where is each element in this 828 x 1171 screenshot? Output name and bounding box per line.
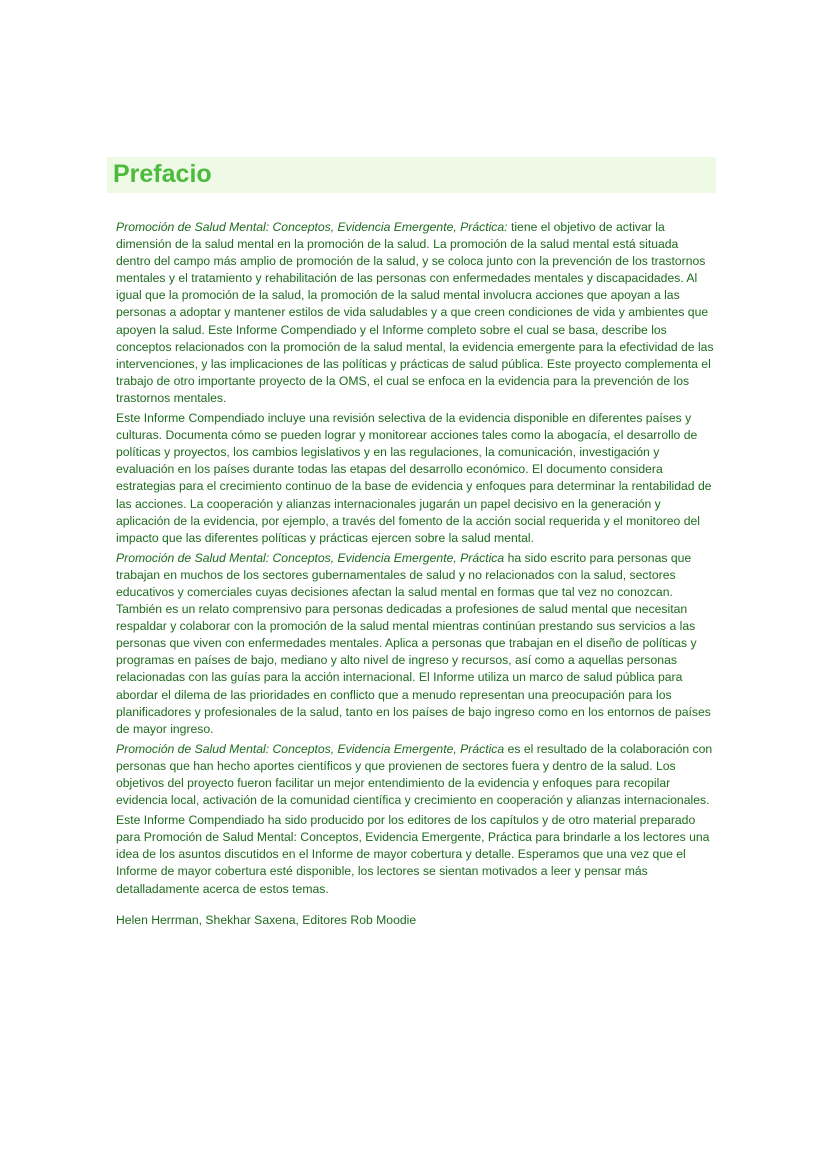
title-band bbox=[107, 157, 716, 193]
paragraph-2 bbox=[116, 410, 716, 547]
paragraph-2-text: Este Informe Compendiado incluye una revisión selectiva de la evidencia disponible en diferentes países y culturas. Documenta cómo se pueden lograr y monitorear acciones tales como la abogacía, el desarrollo de políticas y proyectos, los cambios legislativos y en las regulaciones, la comunicación, investigación y evaluación en los países durante todas las etapas del desarrollo económico. El documento considera estrategias para el crecimiento continuo de la base de evidencia y enfoques para determinar la rentabilidad de las acciones. La cooperación y alianzas internacionales jugarán un papel decisivo en la generación y aplicación de la evidencia, por ejemplo, a través del fomento de la acción social requerida y el monitoreo del impacto que las diferentes políticas y prácticas ejercen sobre la salud mental. bbox=[116, 411, 712, 545]
paragraph-3-italic: Promoción de Salud Mental: Conceptos, Evidencia Emergente, Práctica bbox=[116, 550, 505, 565]
paragraph-4 bbox=[116, 741, 716, 809]
signature: Helen Herrman, Shekhar Saxena, Editores Rob Moodie bbox=[116, 912, 417, 927]
paragraph-5-text: Este Informe Compendiado ha sido producido por los editores de los capítulos y de otro material preparado para Promoción de Salud Mental: Conceptos, Evidencia Emergente, Práctica para brindarle a los lectores una idea de los asuntos discutidos en el Informe de mayor cobertura y detalle. Esperamos que una vez que el Informe de mayor cobertura esté disponible, los lectores se sientan motivados a leer y pensar más detalladamente acerca de estos temas. bbox=[116, 813, 710, 896]
page-title: Prefacio bbox=[113, 160, 212, 188]
body-text bbox=[116, 219, 716, 932]
paragraph-4-italic: Promoción de Salud Mental: Conceptos, Evidencia Emergente, Práctica bbox=[116, 741, 505, 756]
paragraph-1 bbox=[116, 219, 716, 407]
paragraph-4-text: es el resultado de la colaboración con personas que han hecho aportes científicos y que provienen de sectores fuera y dentro de la salud. Los objetivos del proyecto fueron facilitar un mejor entendimiento de la evidencia y enfoques para recopilar evidencia local, activación de la comunidad científica y crecimiento en cooperación y alianzas internacionales. bbox=[116, 741, 713, 808]
paragraph-1-italic: Promoción de Salud Mental: Conceptos, Evidencia Emergente, Práctica: bbox=[116, 220, 508, 234]
paragraph-5 bbox=[116, 812, 716, 897]
paragraph-1-text: tiene el objetivo de activar la dimensión de la salud mental en la promoción de la salud. La promoción de la salud mental está situada dentro del campo más amplio de promoción de la salud, y se coloca junto con la prevención de los trastornos mentales y el tratamiento y rehabilitación de las personas con enfermedades mentales y discapacidades. Al igual que la promoción de la salud, la promoción de la salud mental involucra acciones que apoyan a las personas a adoptar y mantener estilos de vida saludables y a que creen condiciones de vida y ambientes que apoyen la salud. Este Informe Compendiado y el Informe completo sobre el cual se basa, describe los conceptos relacionados con la promoción de la salud mental, la evidencia emergente para la efectividad de las intervenciones, y las implicaciones de las políticas y prácticas de salud pública. Este proyecto complementa el trabajo de otro importante proyecto de la OMS, el cual se enfoca en la evidencia para la prevención de los trastornos mentales. bbox=[116, 220, 714, 405]
paragraph-3-text: ha sido escrito para personas que trabajan en muchos de los sectores gubernamentales de salud y no relacionados con la salud, sectores educativos y comerciales cuyas decisiones afectan la salud mental en formas que tal vez no conozcan. También es un relato comprensivo para personas dedicadas a profesiones de salud mental que necesitan respaldar y colaborar con la promoción de la salud mental mientras continúan prestando sus servicios a las personas que viven con enfermedades mentales. Aplica a personas que trabajan en el diseño de políticas y programas en países de bajo, mediano y alto nivel de ingreso y recursos, así como a aquellas personas relacionadas con las guías para la acción internacional. El Informe utiliza un marco de salud pública para abordar el dilema de las prioridades en conflicto que a menudo representan una preocupación para los planificadores y profesionales de la salud, tanto en los países de bajo ingreso como en los entornos de países de mayor ingreso. bbox=[116, 550, 711, 736]
paragraph-3 bbox=[116, 550, 716, 738]
